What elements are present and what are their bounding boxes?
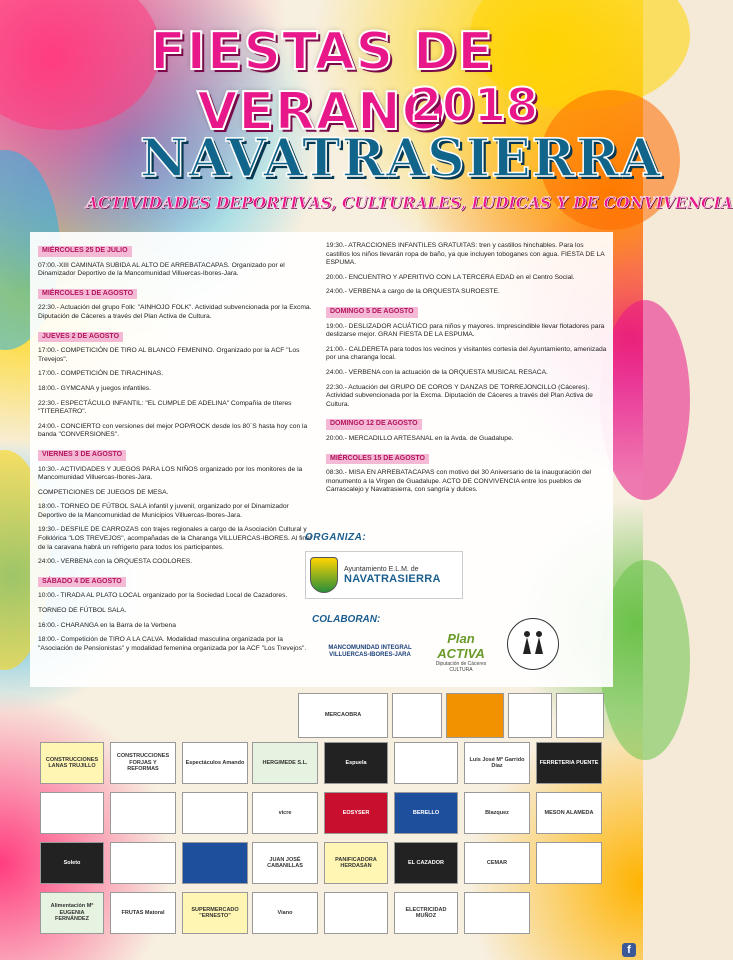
- title-line-1: FIESTAS DE VERANO: [150, 22, 494, 142]
- date-header: SÁBADO 4 DE AGOSTO: [38, 577, 126, 588]
- title-year: 2018: [410, 78, 539, 132]
- event-text: 20:00.- ENCUENTRO Y APERITIVO CON LA TERCERA EDAD en el Centro Social.: [326, 273, 575, 281]
- event-text: 17:00.- COMPETICIÓN DE TIRO AL BLANCO FEMENINO. Organizado por la ACF "Los Trevejos".: [38, 347, 300, 363]
- sponsor-name: Viano: [277, 909, 293, 916]
- subtitle: ACTIVIDADES DEPORTIVAS, CULTURALES, LUDICAS Y DE CONVIVENCIA: [86, 193, 733, 212]
- sponsor-logo: [446, 693, 504, 738]
- plan-activa-logo: [432, 630, 490, 674]
- event-text: 17:00.- COMPETICIÓN DE TIRACHINAS.: [38, 370, 164, 378]
- sponsor-name: Luis José Mª Garrido Díaz: [469, 756, 525, 769]
- mancomunidad-line-1: MANCOMUNIDAD INTEGRAL: [328, 645, 412, 651]
- plan-activa-culture: CULTURA: [449, 667, 473, 673]
- date-header: VIERNES 3 DE AGOSTO: [38, 450, 126, 461]
- sponsor-logo: [252, 892, 318, 934]
- sponsor-logo: [394, 742, 458, 784]
- event-text: 19:30.- ATRACCIONES INFANTILES GRATUITAS: tren y castillos hinchables. Para los castillos los niños llevarán ropa de baño, ya que incluyen toboganes con agua. FIESTA DE LA ESPUMA.: [326, 242, 605, 267]
- sponsor-name: Alimentación Mª EUGENIA FERNÁNDEZ: [50, 903, 94, 923]
- sponsor-logo: [508, 693, 552, 738]
- event-text: 22:30.- Actuación del GRUPO DE COROS Y DANZAS DE TORREJONCILLO (Cáceres). Actividad subvencionada por la Excma. Diputación de Cáceres a través del Plan Activa de Cultura.: [326, 383, 593, 408]
- sponsor-name: EOSYSER: [342, 809, 370, 816]
- sponsor-logo: [252, 792, 318, 834]
- event-text: 24:00.- CONCIERTO con versiones del mejor POP/ROCK desde los 80´S hasta hoy con la banda "CONVERSIONES".: [38, 422, 308, 439]
- sponsor-logo: [40, 842, 104, 884]
- event-text: 18:00.- Competición de TIRO A LA CALVA. Modalidad masculina organizada por la "Asociación de Pensionistas" y modalidad femenina organizada por la ACF "Los Trevejos".: [38, 636, 307, 652]
- sponsor-name: HERGIMEDE S.L.: [262, 759, 308, 766]
- sponsor-logo: [464, 892, 530, 934]
- mancomunidad-logo: [320, 630, 420, 674]
- date-header: MIÉRCOLES 25 DE JULIO: [38, 246, 132, 257]
- sponsor-name: vicre: [278, 809, 292, 816]
- sponsor-logo: [464, 842, 530, 884]
- sponsor-logo: [252, 742, 318, 784]
- event-text: 18:00.- TORNEO DE FÚTBOL SALA infantil y juvenil, organizado por el Dinamizador Deportivo de la Mancomunidad de Municipios Villuercas-Ibores-Jara.: [38, 503, 289, 519]
- sponsor-name: CONSTRUCCIONES FORJAS Y REFORMAS: [116, 753, 170, 773]
- event-text: COMPETICIONES DE JUEGOS DE MESA.: [38, 488, 169, 496]
- sponsor-logo: [392, 693, 442, 738]
- organiza-logo: [305, 551, 463, 599]
- sponsor-logo: [556, 693, 604, 738]
- sponsor-logo: [110, 742, 176, 784]
- sponsor-name: Espectáculos Amando: [185, 759, 245, 766]
- sponsor-logo: [394, 842, 458, 884]
- date-header: MIÉRCOLES 15 DE AGOSTO: [326, 454, 429, 465]
- sponsor-logo: [182, 742, 248, 784]
- sponsor-logo: [40, 792, 104, 834]
- event-text: 08:30.- MISA EN ARREBATACAPAS con motivo del 30 Aniversario de la inauguración del monumento a la Virgen de Guadalupe. ACTO DE CONVIVENCIA entre los pueblos de Carrascalejo y Navatrasierra, con sangría y dulces.: [326, 469, 592, 494]
- event-text: 22:30.- Actuación del grupo Folk: "AINHOJO FOLK". Actividad subvencionada por la Excma. Diputación de Cáceres a través del Plan Activa de Cultura.: [38, 304, 312, 320]
- date-header: DOMINGO 12 DE AGOSTO: [326, 419, 422, 430]
- event-text: 24:00.- VERBENA con la actuación de la ORQUESTA MUSICAL RESACA.: [326, 368, 548, 376]
- organiza-label: ORGANIZA:: [305, 532, 367, 543]
- sponsor-name: Espuela: [345, 759, 367, 766]
- sponsor-logo: [536, 742, 602, 784]
- event-text: 07:00.-XIII CAMINATA SUBIDA AL ALTO DE ARREBATACAPAS. Organizado por el Dinamizador Deportivo de la Mancomunidad Villuercas-Ibores-Jara.: [38, 261, 285, 278]
- colaboran-label: COLABORAN:: [312, 614, 381, 625]
- sponsor-logo: [324, 892, 388, 934]
- sponsor-logo: [182, 842, 248, 884]
- event-text: 18:00.- GYMCANA y juegos infantiles.: [38, 384, 151, 392]
- date-header: MIÉRCOLES 1 DE AGOSTO: [38, 289, 137, 300]
- event-text: 10:30.- ACTIVIDADES Y JUEGOS PARA LOS NIÑOS organizado por los monitores de la Mancomunidad Villuercas-Ibores-Jara.: [38, 465, 303, 482]
- event-text: 19:00.- DESLIZADOR ACUÁTICO para niños y mayores. Imprescindible llevar flotadores para deslizarse mejor. GRAN FIESTA DE LA ESPUMA.: [326, 322, 605, 339]
- event-text: 19:30.- DESFILE DE CARROZAS con trajes regionales a cargo de la Asociación Cultural y Folklórica "LOS TREVEJOS", acompañadas de la Charanga VILLUERCAS-IBORES. Al final de la caravana habrá un refrigerio para todos los participantes.: [38, 526, 312, 551]
- facebook-icon: f: [622, 943, 636, 957]
- sponsor-name: CEMAR: [486, 859, 508, 866]
- organiza-line-1: Ayuntamiento E.L.M. de: [344, 565, 419, 573]
- sponsor-name: FERRETERIA PUENTE: [539, 759, 599, 766]
- sponsor-logo: [464, 742, 530, 784]
- event-text: 10:00.- TIRADA AL PLATO LOCAL organizado por la Sociedad Local de Cazadores.: [38, 592, 288, 600]
- program-column-right: [326, 242, 608, 501]
- coat-of-arms-icon: [310, 557, 338, 593]
- poster-header: [0, 0, 733, 215]
- organiza-line-2: NAVATRASIERRA: [344, 572, 441, 585]
- date-header: DOMINGO 5 DE AGOSTO: [326, 307, 418, 318]
- sponsor-name: FRUTAS Matoral: [121, 909, 165, 916]
- event-text: 24:00.- VERBENA con la ORQUESTA COOLORES.: [38, 558, 193, 566]
- sponsor-name: MERCAOBRA: [324, 712, 362, 719]
- sponsor-logo: [324, 842, 388, 884]
- title-town: NAVATRASIERRA: [140, 128, 662, 189]
- plan-activa-word-2: ACTIVA: [437, 646, 485, 661]
- sponsor-name: SUPERMERCADO "ERNESTO": [191, 906, 239, 919]
- event-text: 22:30.- ESPECTÁCULO INFANTIL: "EL CUMPLE DE ADELINA" Compañía de títeres "TITEREATRO".: [38, 399, 292, 416]
- sponsor-name: Soleto: [63, 859, 81, 866]
- sponsor-logo: [40, 892, 104, 934]
- sponsor-logo: [324, 792, 388, 834]
- program-column-left: [38, 242, 314, 659]
- sponsor-logo: [394, 792, 458, 834]
- sponsor-name: JUAN JOSÉ CABANILLAS: [267, 856, 303, 869]
- plan-activa-sub: Diputación de Cáceres: [435, 661, 487, 667]
- event-text: TORNEO DE FÚTBOL SALA.: [38, 607, 127, 615]
- event-text: 16:00.- CHARANGA en la Barra de la Verbena: [38, 621, 176, 629]
- sponsor-logo: [40, 742, 104, 784]
- sponsor-name: MESON ALAMEDA: [544, 809, 594, 816]
- paint-splash-decoration: [600, 300, 690, 500]
- sponsor-logo: [182, 892, 248, 934]
- sponsor-name: EL CAZADOR: [408, 859, 444, 866]
- date-header: JUEVES 2 DE AGOSTO: [38, 332, 123, 343]
- sponsor-name: Blazquez: [485, 809, 509, 816]
- sponsor-name: ELECTRICIDAD MUÑOZ: [405, 906, 447, 919]
- dancers-icon-graphic: [515, 626, 551, 662]
- dancers-icon: [507, 618, 559, 670]
- sponsor-logo: [324, 742, 388, 784]
- plan-activa-word-1: Plan: [447, 631, 475, 646]
- sponsor-name: BERELLO: [412, 809, 440, 816]
- sponsor-logo: [464, 792, 530, 834]
- mancomunidad-line-2: VILLUERCAS-IBORES-JARA: [329, 652, 411, 658]
- sponsor-logo: [110, 792, 176, 834]
- sponsor-logo: [110, 842, 176, 884]
- sponsor-logo: [298, 693, 388, 738]
- event-text: 20:00.- MERCADILLO ARTESANAL en la Avda. de Guadalupe.: [326, 434, 514, 442]
- sponsor-logo: [536, 842, 602, 884]
- sponsor-logo: [252, 842, 318, 884]
- sponsor-logo: [110, 892, 176, 934]
- sponsor-logo: [536, 792, 602, 834]
- sponsor-name: PANIFICADORA HERDASAN: [335, 856, 377, 869]
- event-text: 21:00.- CALDERETA para todos los vecinos y visitantes cortesía del Ayuntamiento, amenizada por una charanga local.: [326, 345, 607, 362]
- sponsor-logo: [394, 892, 458, 934]
- event-text: 24:00.- VERBENA a cargo de la ORQUESTA SUROESTE.: [326, 288, 500, 296]
- sponsor-name: CONSTRUCCIONES LANAS TRUJILLO: [45, 756, 99, 769]
- sponsor-logo: [182, 792, 248, 834]
- paint-splash-decoration: [600, 560, 690, 760]
- organiza-text: [344, 566, 441, 585]
